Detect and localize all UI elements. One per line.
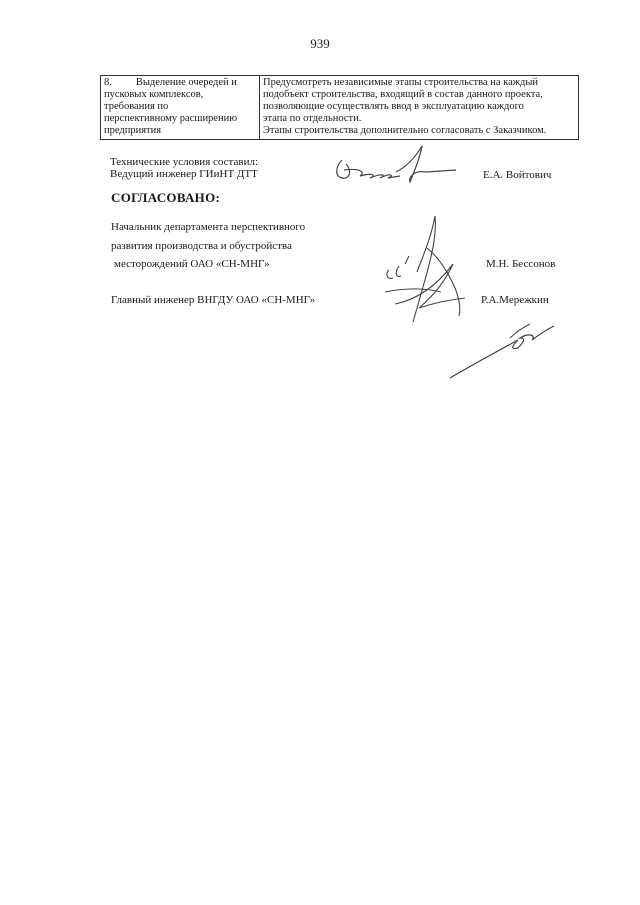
compiled-by-block xyxy=(110,156,258,180)
dept-title-line: развития производства и обустройства xyxy=(111,240,292,252)
requirement-title-line: предприятия xyxy=(104,125,162,136)
requirement-title-line: требования по xyxy=(104,101,169,112)
compiled-by-position: Ведущий инженер ГИиНТ ДТТ xyxy=(110,168,258,180)
dept-head-name: М.Н. Бессонов xyxy=(486,258,556,270)
requirement-text-line: этапа по отдельности. xyxy=(263,113,362,124)
dept-title-line: Начальник департамента перспективного xyxy=(111,221,306,233)
requirements-table xyxy=(100,75,579,140)
row-number: 8. xyxy=(104,77,112,88)
requirement-title-line: 8. Выделение очередей и xyxy=(104,77,237,88)
table-row xyxy=(101,76,579,140)
dept-title-line: месторождений ОАО «СН-МНГ» xyxy=(114,258,270,270)
requirement-title-line: пусковых комплексов, xyxy=(104,89,204,100)
agreed-heading: СОГЛАСОВАНО: xyxy=(111,190,221,205)
requirement-text-line: позволяющие осуществлять ввод в эксплуатацию каждого xyxy=(263,101,524,112)
chief-engineer-name: Р.А.Мережкин xyxy=(481,294,549,306)
page-number: 939 xyxy=(310,36,330,51)
requirement-text-line: подобъект строительства, входящий в состав данного проекта, xyxy=(263,89,543,100)
signature-voitovich xyxy=(330,142,460,187)
compiled-by-caption: Технические условия составил: xyxy=(110,156,258,168)
compiled-by-name: Е.А. Войтович xyxy=(483,169,552,181)
requirement-text-line: Предусмотреть независимые этапы строительства на каждый xyxy=(263,77,538,88)
signature-bessonov xyxy=(365,208,485,328)
requirement-title-line: перспективному расширению xyxy=(104,113,238,124)
requirement-text-line: Этапы строительства дополнительно согласовать с Заказчиком. xyxy=(263,125,547,136)
signature-merezhkin xyxy=(440,318,560,383)
requirement-text-cell xyxy=(260,76,579,140)
requirement-title-cell xyxy=(101,76,260,140)
chief-engineer-title: Главный инженер ВНГДУ ОАО «СН-МНГ» xyxy=(111,294,316,306)
